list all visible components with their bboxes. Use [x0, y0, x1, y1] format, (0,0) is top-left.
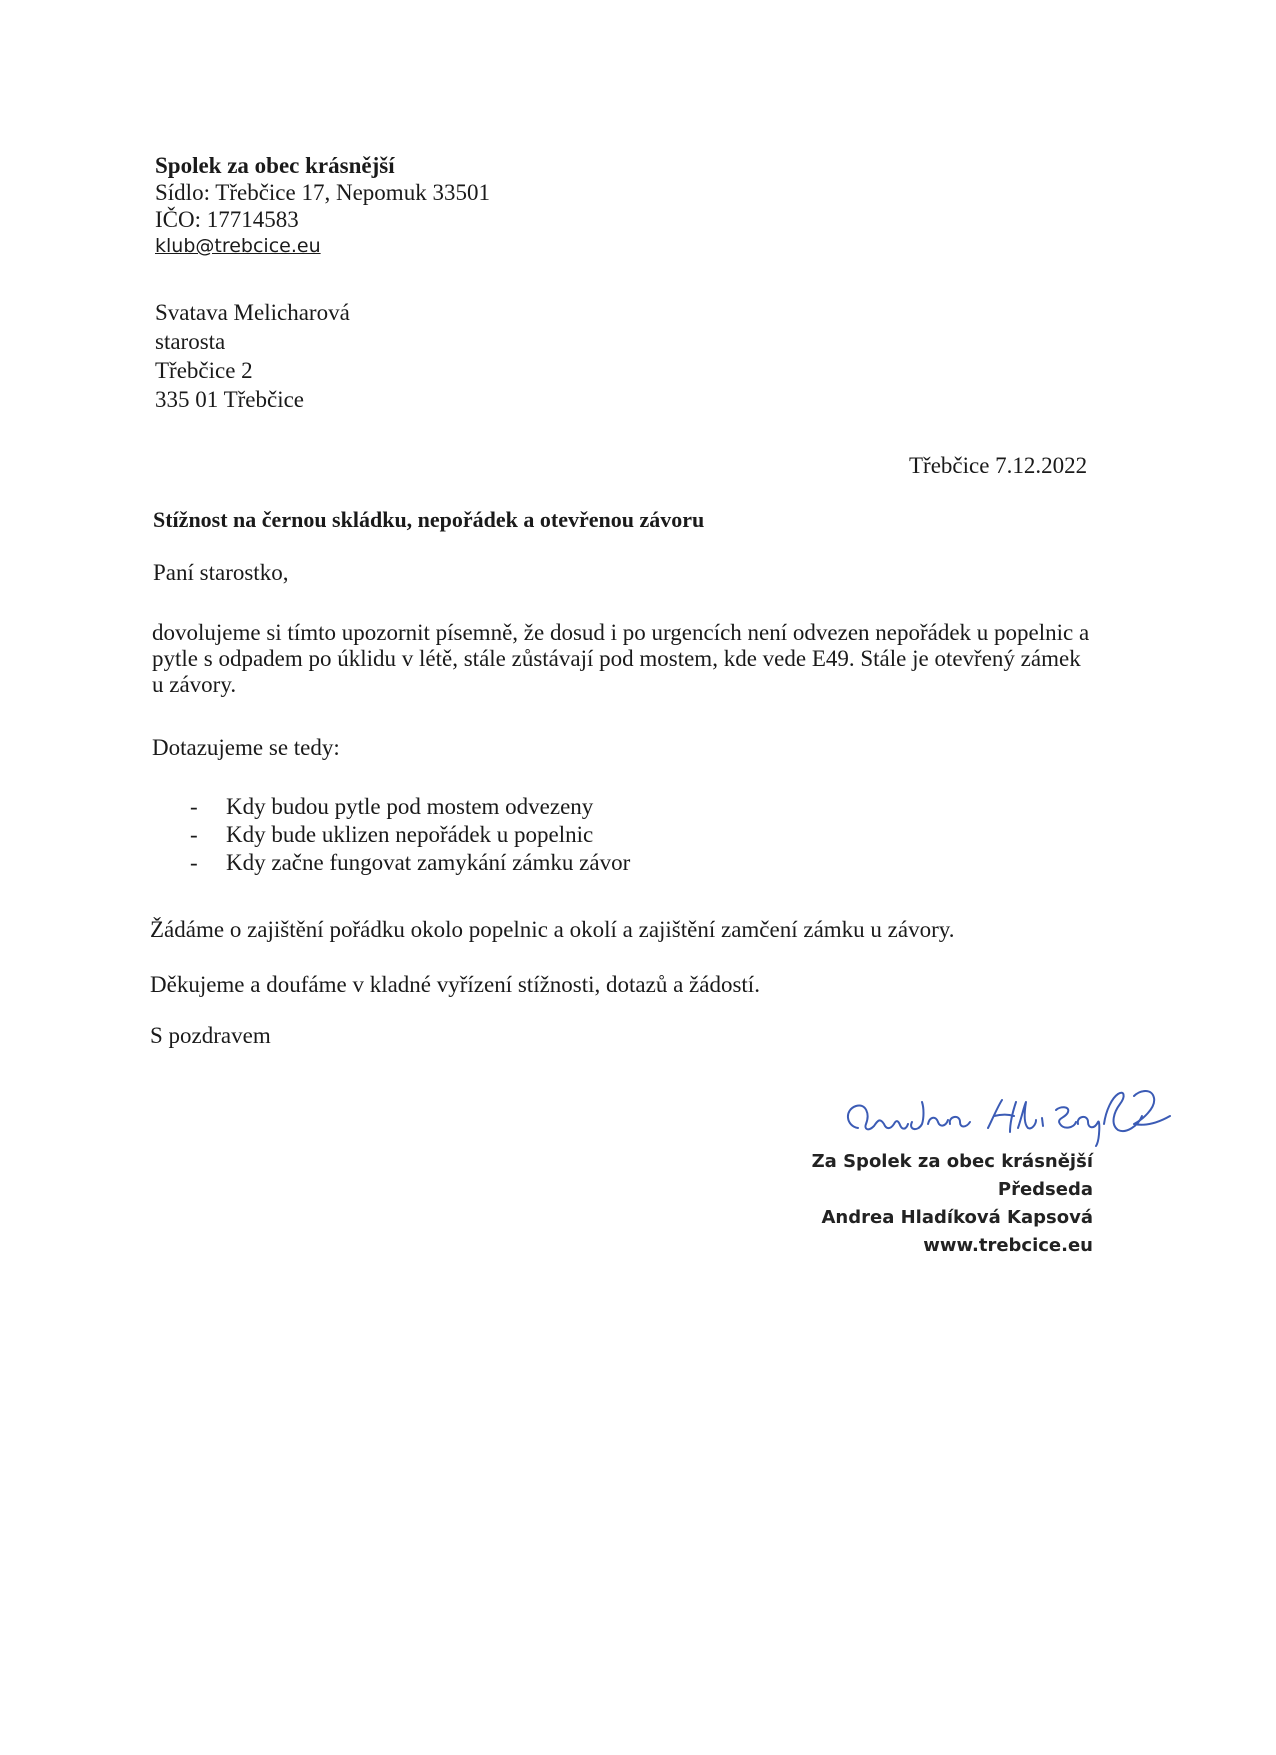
signature-website-link[interactable]: www.trebcice.eu — [923, 1235, 1093, 1256]
bullet-dash: - — [190, 822, 198, 847]
salutation: Paní starostko, — [153, 560, 289, 585]
request-paragraph: Žádáme o zajištění pořádku okolo popelnic a okolí a zajištění zamčení zámku u závory. — [150, 917, 955, 942]
sender-ico: IČO: 17714583 — [155, 207, 299, 232]
sender-block — [155, 152, 490, 260]
recipient-block — [155, 298, 350, 414]
question-text: Kdy začne fungovat zamykání zámku závor — [226, 850, 631, 875]
bullet-dash: - — [190, 850, 198, 875]
handwritten-signature — [838, 1080, 1198, 1150]
list-item — [190, 849, 630, 877]
letter-subject: Stížnost na černou skládku, nepořádek a otevřenou závoru — [153, 507, 705, 532]
letter-date: Třebčice 7.12.2022 — [909, 453, 1088, 478]
recipient-title: starosta — [155, 329, 226, 354]
question-intro: Dotazujeme se tedy: — [152, 735, 340, 760]
recipient-city: 335 01 Třebčice — [155, 387, 305, 412]
signature-name: Andrea Hladíková Kapsová — [821, 1207, 1093, 1228]
recipient-street: Třebčice 2 — [155, 358, 253, 383]
question-text: Kdy bude uklizen nepořádek u popelnic — [226, 822, 594, 847]
question-text: Kdy budou pytle pod mostem odvezeny — [226, 794, 594, 819]
recipient-name: Svatava Melicharová — [155, 300, 350, 325]
thanks-paragraph: Děkujeme a doufáme v kladné vyřízení stížnosti, dotazů a žádostí. — [150, 972, 760, 997]
question-list — [190, 793, 630, 877]
signature-block — [812, 1148, 1093, 1260]
signature-organization: Za Spolek za obec krásnější — [811, 1151, 1093, 1172]
sender-email-link[interactable]: klub@trebcice.eu — [155, 235, 321, 257]
sender-address: Sídlo: Třebčice 17, Nepomuk 33501 — [155, 180, 490, 205]
closing: S pozdravem — [150, 1023, 271, 1048]
list-item — [190, 821, 630, 849]
list-item — [190, 793, 630, 821]
body-paragraph: dovolujeme si tímto upozornit písemně, že dosud i po urgencích není odvezen nepořádek u popelnic a pytle s odpadem po úklidu v létě, stále zůstávají pod mostem, kde vede E49. Stále je otevřený zámek u závory. — [152, 620, 1090, 697]
sender-name: Spolek za obec krásnější — [155, 153, 395, 178]
signature-role: Předseda — [997, 1179, 1093, 1200]
bullet-dash: - — [190, 794, 198, 819]
